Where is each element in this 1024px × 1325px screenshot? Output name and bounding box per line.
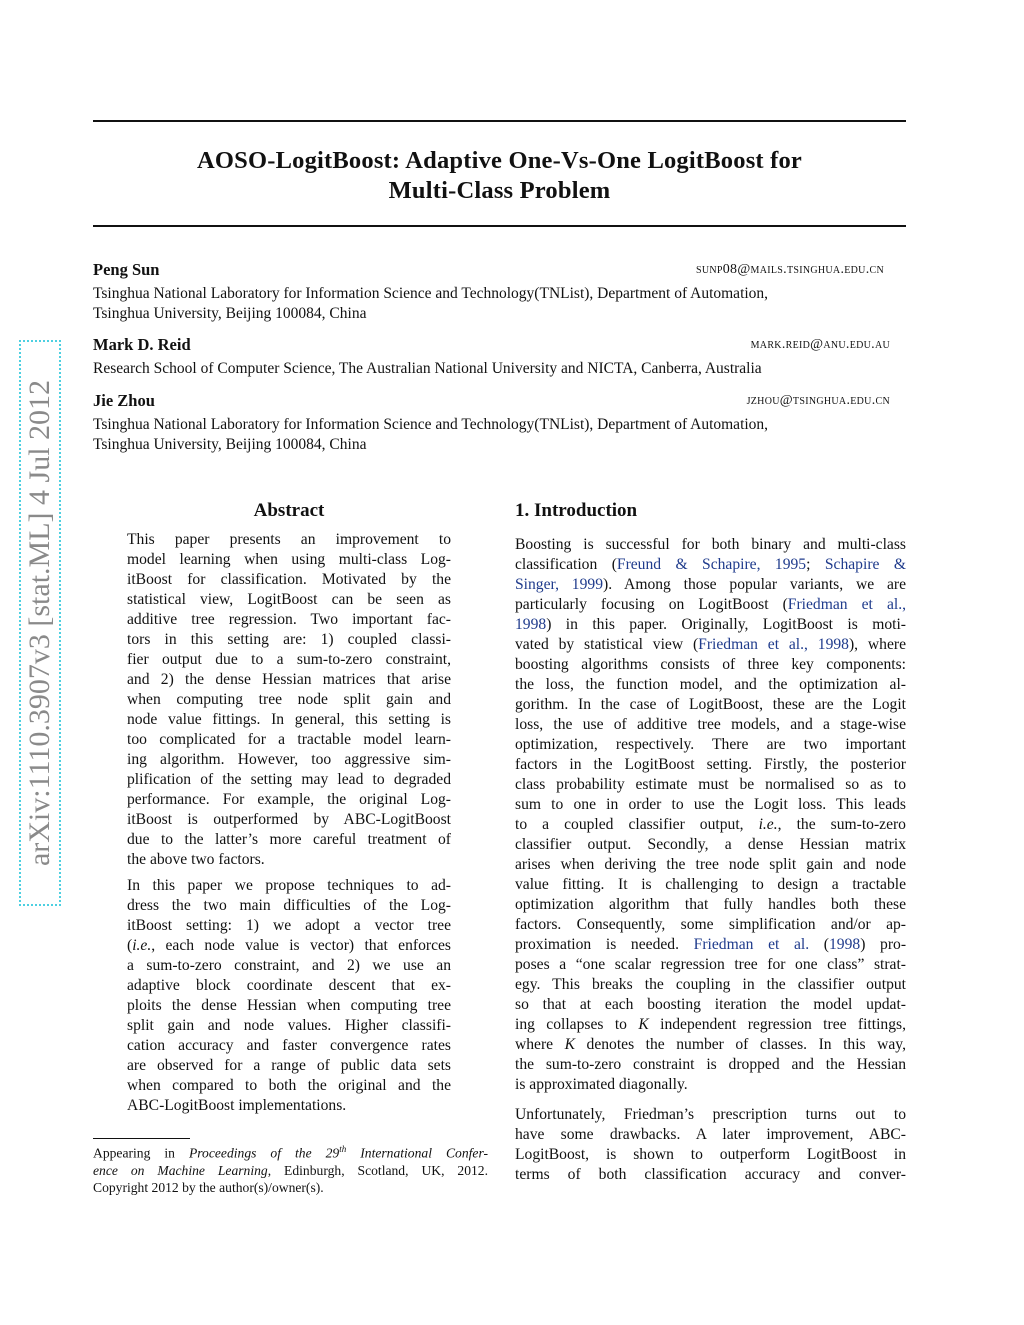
abstract-paragraph (127, 876, 451, 1116)
text-line: proximation is needed. Friedman et al. (1998) pro- (515, 936, 907, 953)
text-line: ploits the dense Hessian when computing tree (127, 997, 451, 1014)
author-name: Peng Sun (93, 260, 160, 279)
title-bottom-rule (93, 225, 906, 227)
text-line: This paper presents an improvement to (127, 531, 451, 548)
text-line: when compared to both the original and the (127, 1077, 451, 1094)
text-line: cation accuracy and faster convergence rates (127, 1037, 451, 1054)
citation-link[interactable]: Freund & Schapire, 1995 (616, 556, 807, 573)
text-line: itBoost for classification. Motivated by the (127, 571, 451, 588)
text-line: performance. For example, the original Log- (127, 791, 451, 808)
text-line: factors in the LogitBoost setting. Firstly, the posterior (515, 756, 906, 773)
author-affiliation: Tsinghua National Laboratory for Information Science and Technology(TNList), Department of Automation, Tsinghua University, Beijing 100084, China (93, 285, 769, 322)
text-line: poses a “one scalar regression tree for one class” strat- (515, 956, 906, 973)
text-line: In this paper we propose techniques to ad- (127, 877, 451, 894)
text-line: the above two factors. (127, 851, 265, 868)
text-line: where K denotes the number of classes. In this way, (515, 1036, 906, 1053)
text-line: too complicated for a tractable model learn- (127, 731, 451, 748)
text-line: value fitting. It is challenging to design a tractable (515, 876, 906, 893)
citation-link[interactable]: 1998 (515, 616, 547, 633)
text-line: itBoost setting: 1) we adopt a vector tree (127, 917, 451, 934)
abstract-paragraph (127, 530, 451, 870)
introduction-heading: 1. Introduction (515, 500, 638, 521)
citation-link[interactable]: Singer, 1999 (515, 576, 603, 593)
text-line: terms of both classification accuracy and conver- (515, 1166, 906, 1183)
author-name: Mark D. Reid (93, 335, 191, 354)
text-line: dress the two main difficulties of the Log- (127, 897, 451, 914)
text-line: node value fittings. In general, this setting is (127, 711, 451, 728)
text-line: when computing tree node split gain and (127, 691, 451, 708)
author-block (93, 391, 906, 455)
citation-link[interactable]: Friedman et al. (693, 936, 810, 953)
text-line: so that at each boosting iteration the model updat- (515, 996, 906, 1013)
text-line: to a coupled classifier output, i.e., the sum-to-zero (515, 816, 906, 833)
text-line: model learning when using multi-class Log- (127, 551, 451, 568)
author-block (93, 335, 906, 379)
text-line: are observed for a range of public data sets (127, 1057, 451, 1074)
author-email: sunp08@mails.tsinghua.edu.cn (695, 262, 884, 277)
text-line: classification (Freund & Schapire, 1995; Schapire & (515, 556, 906, 573)
citation-link[interactable]: Friedman et al., (787, 596, 906, 613)
arxiv-stamp: arXiv:1110.3907v3 [stat.ML] 4 Jul 2012 (19, 340, 61, 906)
author-email: mark.reid@anu.edu.au (750, 337, 890, 352)
text-line: adaptive block coordinate descent that ex- (127, 977, 451, 994)
text-line: egy. This breaks the coupling in the classifier output (515, 976, 906, 993)
author-affiliation: Tsinghua National Laboratory for Information Science and Technology(TNList), Department of Automation, Tsinghua University, Beijing 100084, China (93, 416, 769, 453)
text-line: LogitBoost, is shown to outperform LogitBoost in (515, 1146, 906, 1163)
text-line: additive tree regression. Two important fac- (127, 611, 451, 628)
footnote-rule (93, 1138, 190, 1139)
author-affiliation: Research School of Computer Science, The Australian National University and NICTA, Canberra, Australia (93, 360, 762, 377)
text-line: boosting algorithms consists of three key components: (515, 656, 906, 673)
introduction-paragraph (515, 1105, 906, 1185)
text-line: loss, the use of additive tree models, and a stage-wise (515, 716, 906, 733)
text-line: ing collapses to K independent regression tree fittings, (515, 1016, 906, 1033)
text-line: particularly focusing on LogitBoost (Friedman et al., (515, 596, 906, 613)
text-line: Unfortunately, Friedman’s prescription turns out to (515, 1106, 906, 1123)
text-line: (i.e., each node value is vector) that enforces (127, 937, 451, 954)
text-line: 1998) in this paper. Originally, LogitBoost is moti- (515, 616, 906, 633)
text-line: due to the latter’s more careful treatment of (127, 831, 451, 848)
text-line: classifier output. Secondly, a dense Hessian matrix (515, 836, 906, 853)
text-line: Boosting is successful for both binary and multi-class (515, 536, 906, 553)
author-email: jzhou@tsinghua.edu.cn (746, 393, 890, 408)
text-line: a sum-to-zero constraint, and 2) we use an (127, 957, 451, 974)
citation-link[interactable]: 1998 (829, 936, 861, 953)
text-line: fier output due to a sum-to-zero constraint, (127, 651, 451, 668)
text-line: optimization, respectively. There are two important (515, 736, 906, 753)
text-line: itBoost is outperformed by ABC-LogitBoost (127, 811, 451, 828)
text-line: statistical view, LogitBoost can be seen as (127, 591, 451, 608)
text-line: class probability estimate must be normalised so as to (515, 776, 906, 793)
text-line: ing algorithm. However, too aggressive sim- (127, 751, 451, 768)
text-line: arises when deriving the tree node split gain and node (515, 856, 906, 873)
text-line: is approximated diagonally. (515, 1076, 688, 1093)
abstract-heading: Abstract (253, 500, 325, 521)
text-line: split gain and node values. Higher classifi- (127, 1017, 451, 1034)
author-name: Jie Zhou (93, 391, 155, 410)
text-line: ABC-LogitBoost implementations. (127, 1097, 347, 1114)
text-line: plification of the setting may lead to degraded (127, 771, 451, 788)
text-line: have some drawbacks. A later improvement, ABC- (515, 1126, 906, 1143)
text-line: and 2) the dense Hessian matrices that arise (127, 671, 451, 688)
text-line: Singer, 1999). Among those popular variants, we are (515, 576, 906, 593)
text-line: tors in this setting are: 1) coupled classi- (127, 631, 451, 648)
citation-link[interactable]: Friedman et al., 1998 (698, 636, 849, 653)
footnote: Appearing in Proceedings of the 29th International Confer- ence on Machine Learning, Edinburgh, Scotland, UK, 2012. Copyright 2012 by the author(s)/owner(s). (93, 1144, 489, 1195)
text-line: the sum-to-zero constraint is dropped and the Hessian (515, 1056, 906, 1073)
text-line: the loss, the function model, and the optimization al- (515, 676, 906, 693)
top-rule (93, 120, 906, 122)
text-line: factors. Consequently, some simplification and/or ap- (515, 916, 906, 933)
text-line: gorithm. In the case of LogitBoost, these are the Logit (515, 696, 906, 713)
author-block (93, 260, 906, 324)
text-line: vated by statistical view (Friedman et al., 1998), where (515, 636, 907, 653)
citation-link[interactable]: Schapire & (824, 556, 906, 573)
text-line: optimization algorithm that fully handles both these (515, 896, 906, 913)
text-line: sum to one in order to use the Logit loss. This leads (515, 796, 906, 813)
introduction-paragraph (515, 535, 906, 1095)
paper-title: AOSO-LogitBoost: Adaptive One-Vs-One LogitBoost for Multi-Class Problem (196, 147, 802, 204)
